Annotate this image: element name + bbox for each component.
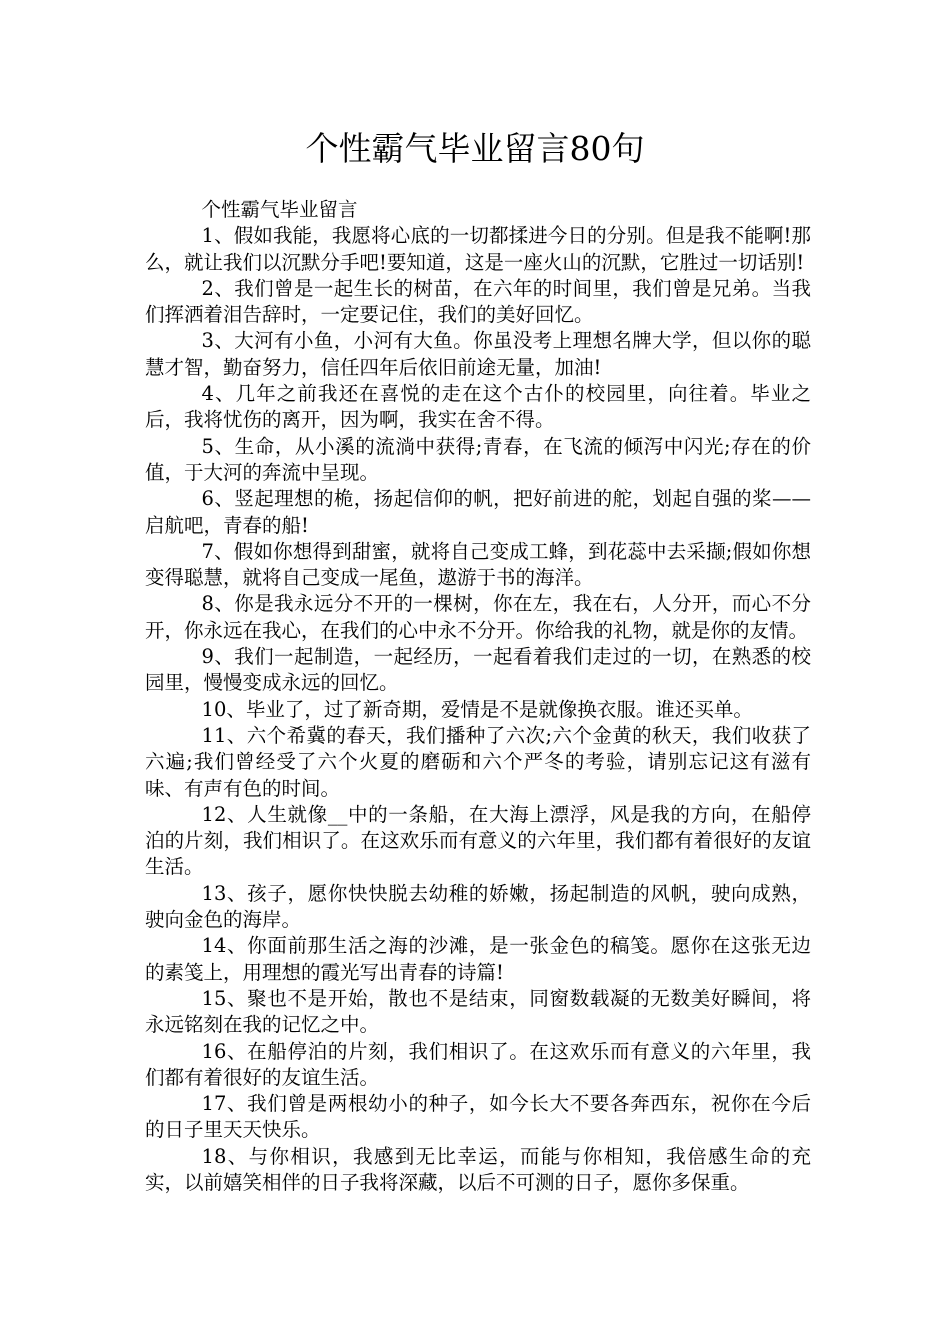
paragraph: 18、与你相识，我感到无比幸运，而能与你相知，我倍感生命的充实，以前嬉笑相伴的日子我将深藏，以后不可测的日子，愿你多保重。 [145,1144,811,1194]
paragraph: 14、你面前那生活之海的沙滩，是一张金色的稿笺。愿你在这张无边的素笺上，用理想的霞光写出青春的诗篇! [145,934,811,984]
paragraph: 12、人生就像__中的一条船，在大海上漂浮，风是我的方向，在船停泊的片刻，我们相识了。在这欢乐而有意义的六年里，我们都有着很好的友谊生活。 [145,802,811,879]
paragraph: 4、几年之前我还在喜悦的走在这个古仆的校园里，向往着。毕业之后，我将忧伤的离开，因为啊，我实在舍不得。 [145,382,811,432]
paragraph: 11、六个希冀的春天，我们播种了六次;六个金黄的秋天，我们收获了六遍;我们曾经受了六个火夏的磨砺和六个严冬的考验，请别忘记这有滋有味、有声有色的时间。 [145,723,811,800]
document-title: 个性霸气毕业留言80句 [305,129,645,168]
paragraph: 1、假如我能，我愿将心底的一切都揉进今日的分别。但是我不能啊!那么，就让我们以沉默分手吧!要知道，这是一座火山的沉默，它胜过一切话别! [145,224,811,274]
document-body [145,197,811,1196]
paragraph: 17、我们曾是两根幼小的种子，如今长大不要各奔西东，祝你在今后的日子里天天快乐。 [145,1092,811,1142]
paragraph: 7、假如你想得到甜蜜，就将自己变成工蜂，到花蕊中去采撷;假如你想变得聪慧，就将自己变成一尾鱼，遨游于书的海洋。 [145,539,811,590]
paragraph: 2、我们曾是一起生长的树苗，在六年的时间里，我们曾是兄弟。当我们挥洒着泪告辞时，一定要记住，我们的美好回忆。 [145,276,811,327]
document-subtitle: 个性霸气毕业留言 [201,198,358,221]
paragraph: 8、你是我永远分不开的一棵树，你在左，我在右，人分开，而心不分开，你永远在我心，在我们的心中永不分开。你给我的礼物，就是你的友情。 [145,592,811,642]
paragraph: 6、竖起理想的桅，扬起信仰的帆，把好前进的舵，划起自强的桨——启航吧，青春的船! [145,487,811,537]
paragraph: 15、聚也不是开始，散也不是结束，同窗数载凝的无数美好瞬间，将永远铭刻在我的记忆之中。 [145,986,811,1037]
paragraph: 10、毕业了，过了新奇期，爱情是不是就像换衣服。谁还买单。 [201,697,753,721]
paragraph: 3、大河有小鱼，小河有大鱼。你虽没考上理想名牌大学，但以你的聪慧才智，勤奋努力，信任四年后依旧前途无量，加油! [145,329,811,379]
paragraph: 5、生命，从小溪的流淌中获得;青春，在飞流的倾泻中闪光;存在的价值，于大河的奔流中呈现。 [145,434,811,484]
paragraph: 16、在船停泊的片刻，我们相识了。在这欢乐而有意义的六年里，我们都有着很好的友谊生活。 [145,1039,811,1089]
paragraph: 13、孩子，愿你快快脱去幼稚的娇嫩，扬起制造的风帆，驶向成熟，驶向金色的海岸。 [145,881,811,932]
paragraph: 9、我们一起制造，一起经历，一起看着我们走过的一切，在熟悉的校园里，慢慢变成永远的回忆。 [145,645,811,695]
